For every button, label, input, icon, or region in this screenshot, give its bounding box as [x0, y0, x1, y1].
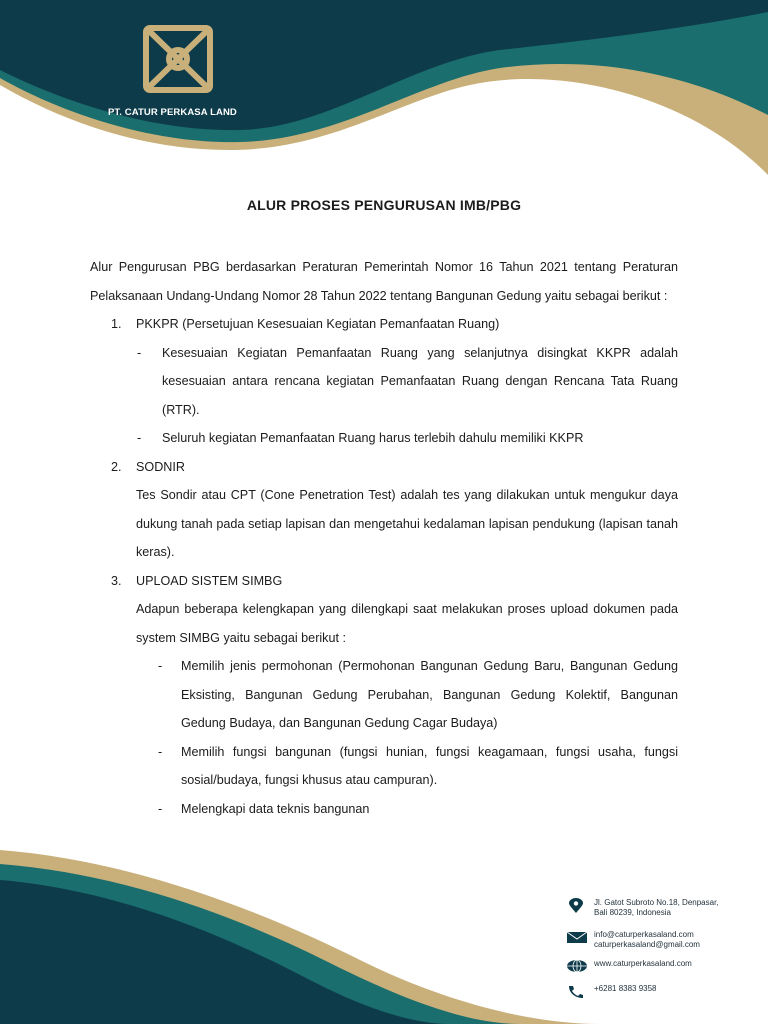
section-paragraph: Adapun beberapa kelengkapan yang dilengkapi saat melakukan proses upload dokumen pada system SIMBG yaitu sebagai berikut :	[136, 602, 678, 645]
list-item-text: Memilih fungsi bangunan (fungsi hunian, fungsi keagamaan, fungsi usaha, fungsi sosial/budaya, fungsi khusus atau campuran).	[181, 744, 678, 787]
company-logo	[138, 20, 218, 98]
dash-marker: -	[158, 659, 163, 673]
location-pin-icon	[566, 898, 586, 914]
list-item	[136, 738, 678, 795]
contact-line: info@caturperkasaland.com	[594, 930, 694, 939]
dash-marker: -	[137, 345, 142, 360]
contact-line: Jl. Gatot Subroto No.18, Denpasar,	[594, 898, 719, 907]
section-bullet-list	[132, 339, 678, 453]
list-item	[132, 339, 678, 425]
phone-icon	[566, 984, 588, 998]
section-heading: SODNIR	[136, 459, 185, 474]
intro-paragraph: Alur Pengurusan PBG berdasarkan Peraturan Pemerintah Nomor 16 Tahun 2021 tentang Peraturan Pelaksanaan Undang-Undang Nomor 28 Tahun 2022 tentang Bangunan Gedung yaitu sebagai berikut :	[90, 260, 678, 303]
contact-line: Bali 80239, Indonesia	[594, 908, 671, 917]
globe-icon	[566, 959, 588, 973]
dash-marker: -	[137, 431, 142, 445]
section-number: 1.	[111, 317, 122, 331]
document-title: ALUR PROSES PENGURUSAN IMB/PBG	[246, 197, 522, 213]
section-bullet-list	[136, 652, 678, 823]
section-number: 2.	[111, 459, 122, 474]
header-wave-decoration	[0, 0, 768, 180]
envelope-icon	[566, 930, 588, 944]
list-item	[136, 795, 678, 824]
section-upload-simbg	[90, 567, 678, 824]
list-item-text: Memilih jenis permohonan (Permohonan Bangunan Gedung Baru, Bangunan Gedung Eksisting, Bangunan Gedung Perubahan, Bangunan Gedung Kolektif, Bangunan Gedung Budaya, dan Bangunan Gedung Cagar Budaya)	[181, 659, 678, 730]
list-item	[136, 652, 678, 738]
section-pkkpr	[90, 310, 678, 453]
section-heading: PKKPR (Persetujuan Kesesuaian Kegiatan Pemanfaatan Ruang)	[136, 317, 500, 331]
section-sondir	[90, 453, 678, 567]
section-paragraph: Tes Sondir atau CPT (Cone Penetration Test) adalah tes yang dilakukan untuk mengukur daya dukung tanah pada setiap lapisan dan mengetahui kedalaman lapisan pendukung (lapisan tanah keras).	[136, 488, 678, 559]
list-item-text: Seluruh kegiatan Pemanfaatan Ruang harus terlebih dahulu memiliki KKPR	[162, 431, 584, 445]
dash-marker: -	[158, 801, 163, 816]
list-item	[132, 424, 678, 453]
section-heading: UPLOAD SISTEM SIMBG	[136, 573, 283, 588]
contact-address-text	[594, 898, 719, 918]
contact-website-text: www.caturperkasaland.com	[594, 959, 692, 968]
contact-email-text	[594, 930, 700, 950]
list-item-text: Kesesuaian Kegiatan Pemanfaatan Ruang yang selanjutnya disingkat KKPR adalah kesesuaian antara rencana kegiatan Pemanfaatan Ruang dengan Rencana Tata Ruang (RTR).	[162, 345, 678, 417]
section-number: 3.	[111, 573, 122, 588]
contact-phone-text: +6281 8383 9358	[594, 984, 657, 993]
contact-line: caturperkasaland@gmail.com	[594, 940, 700, 949]
list-item-text: Melengkapi data teknis bangunan	[181, 801, 370, 816]
document-body	[90, 190, 678, 823]
company-name: PT. CATUR PERKASA LAND	[108, 107, 237, 118]
process-section-list	[90, 310, 678, 823]
dash-marker: -	[158, 744, 163, 759]
